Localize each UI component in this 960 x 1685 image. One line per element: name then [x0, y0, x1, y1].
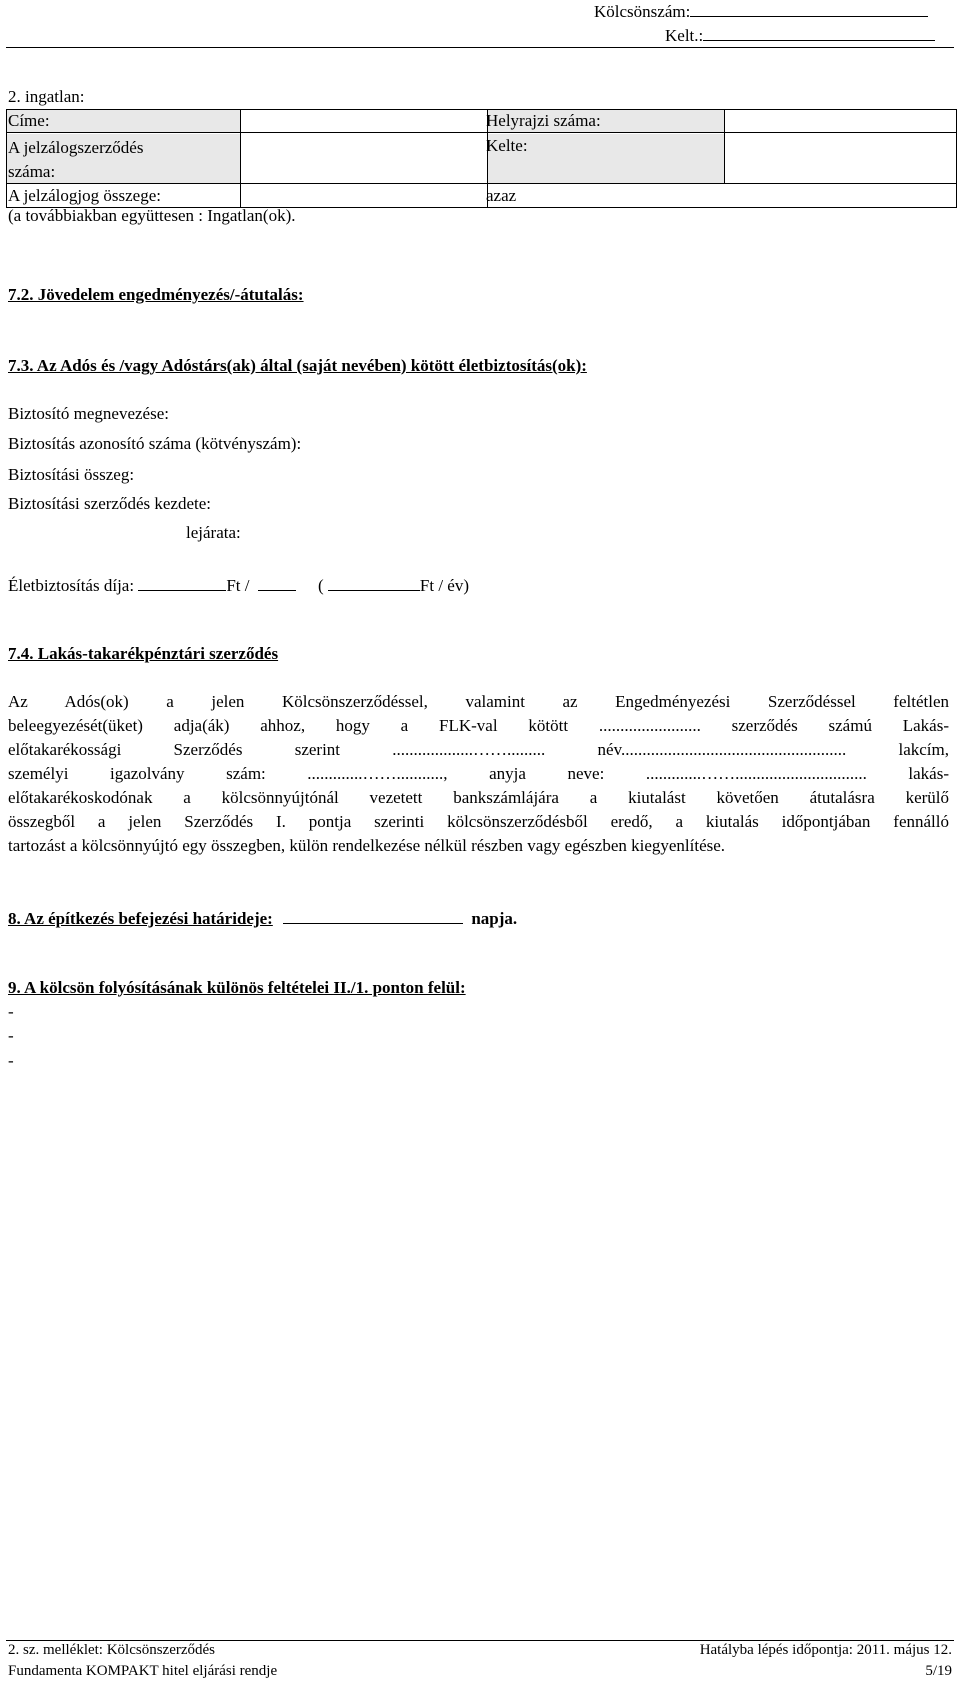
premium-yearly-field[interactable] [328, 574, 420, 591]
paragraph-line: személyi igazolvány szám: .............……..........., anyja neve: .............……............................... lakás- [8, 764, 949, 783]
mortgage-amount-field[interactable] [242, 185, 486, 207]
list-item: - [8, 1026, 14, 1045]
footer-right-1: Hatályba lépés időpontja: 2011. május 12. [699, 1642, 952, 1658]
header-divider [6, 47, 954, 48]
section-8-suffix: napja. [471, 909, 518, 928]
footer-left-2: Fundamenta KOMPAKT hitel eljárási rendje [8, 1663, 278, 1679]
section-8-title: 8. Az építkezés befejezési határideje: [8, 909, 273, 928]
deadline-field[interactable] [283, 907, 463, 924]
loan-number-field[interactable] [690, 0, 928, 17]
section-9-title: 9. A kölcsön folyósításának különös feltételei II./1. ponton felül: [8, 978, 466, 997]
premium-row [8, 574, 469, 596]
address-label: Címe: [8, 111, 50, 130]
section-7-4-title: 7.4. Lakás-takarékpénztári szerződés [8, 644, 279, 663]
date-field[interactable] [703, 24, 935, 41]
paragraph-line: összegből a jelen Szerződés I. pontja szerinti kölcsönszerződésből eredő, a kiutalás időpontjában fennálló [8, 812, 949, 831]
contract-start-label: Biztosítási szerződés kezdete: [8, 494, 211, 513]
azaz-label: azaz [486, 186, 517, 205]
paragraph-line: Az Adós(ok) a jelen Kölcsönszerződéssel, valamint az Engedményezési Szerződéssel feltétlen [8, 692, 949, 711]
insured-amount-label: Biztosítási összeg: [8, 465, 135, 484]
property-table [6, 109, 957, 209]
date-label: Kelt.: [665, 24, 935, 46]
mortgage-amount-label: A jelzálogjog összege: [8, 186, 161, 205]
mortgage-date-field[interactable] [726, 134, 955, 183]
premium-unit-2: Ft / év) [419, 576, 469, 595]
section-7-4-paragraph [8, 690, 949, 858]
list-item: - [8, 1002, 14, 1021]
paragraph-line: beleegyezését(üket) adja(ák) ahhoz, hogy a FLK-val kötött ........................ szerződés számú Lakás- [8, 716, 949, 735]
mortgage-date-label: Kelte: [486, 136, 528, 155]
premium-period-field[interactable] [258, 574, 296, 591]
section-7-3-title: 7.3. Az Adós és /vagy Adóstárs(ak) által (saját nevében) kötött életbiztosítás(ok): [8, 356, 587, 375]
section-7-2-title: 7.2. Jövedelem engedményezés/-átutalás: [8, 285, 304, 304]
premium-unit-1: Ft / [226, 576, 250, 595]
mortgage-amount-words-field[interactable] [546, 185, 955, 207]
mortgage-contract-label: A jelzálogszerződés száma: [8, 138, 144, 181]
plot-number-field[interactable] [726, 110, 955, 132]
policy-number-label: Biztosítás azonosító száma (kötvényszám): [8, 434, 302, 453]
loan-number-label: Kölcsönszám: [594, 0, 928, 22]
plot-number-label: Helyrajzi száma: [486, 111, 601, 130]
expiry-label: lejárata: [186, 523, 241, 542]
footer-divider [6, 1640, 954, 1641]
premium-paren: ( [317, 576, 324, 595]
paragraph-line: előtakarékossági Szerződés szerint ...................……......... név..................................................... lakcím, [8, 740, 949, 759]
together-note: (a továbbiakban együttesen : Ingatlan(ok). [8, 206, 296, 225]
mortgage-contract-number-field[interactable] [242, 134, 486, 183]
footer-right-2: 5/19 [925, 1663, 952, 1679]
paragraph-line: előtakarékoskodónak a kölcsönnyújtónál vezetett bankszámlájára a kiutalást követően átutalásra kerülő [8, 788, 949, 807]
address-field[interactable] [242, 110, 486, 132]
list-item: - [8, 1051, 14, 1070]
section-8-row [8, 907, 517, 929]
premium-amount-field[interactable] [138, 574, 226, 591]
paragraph-line: tartozást a kölcsönnyújtó egy összegben, külön rendelkezése nélkül részben vagy egészben kiegyenlítése. [8, 836, 726, 855]
insurer-label: Biztosító megnevezése: [8, 404, 169, 423]
property2-heading: 2. ingatlan: [8, 87, 85, 106]
footer-left-1: 2. sz. melléklet: Kölcsönszerződés [8, 1642, 216, 1658]
premium-label: Életbiztosítás díja: [8, 576, 135, 595]
